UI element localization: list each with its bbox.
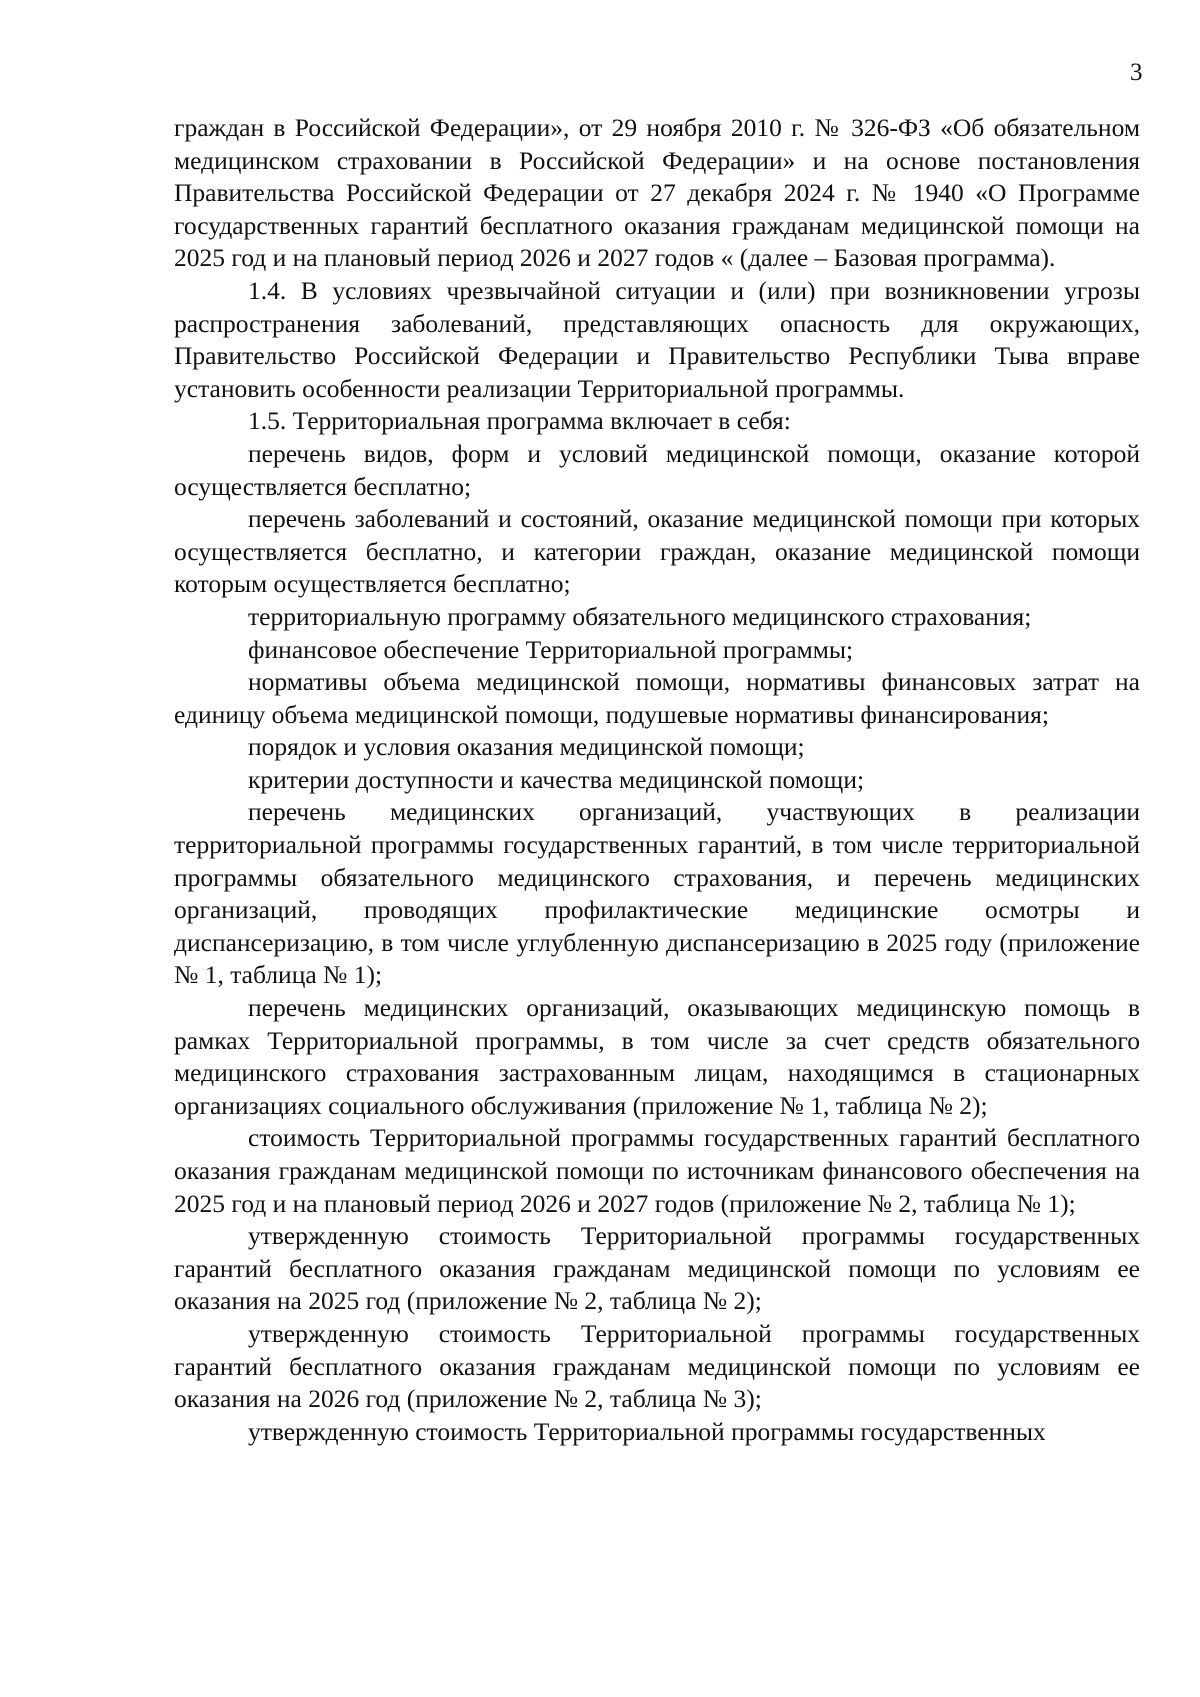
paragraph-1-4: 1.4. В условиях чрезвычайной ситуации и (или) при возникновении угрозы распространения заболеваний, представляющих опасность для окружающих, Правительство Российской Федерации и Правительство Республики Тыва вправе установить особенности реализации Территориальной программы. (174, 275, 1140, 403)
list-item: перечень медицинских организаций, оказывающих медицинскую помощь в рамках Территориальной программы, в том числе за счет средств обязательного медицинского страхования застрахованным лицам, находящимся в стационарных организациях социального обслуживания (приложение № 1, таблица № 2); (174, 993, 1140, 1120)
list-item: утвержденную стоимость Территориальной программы государственных гарантий бесплатного оказания гражданам медицинской помощи по условиям ее оказания на 2025 год (приложение № 2, таблица № 2); (174, 1221, 1140, 1316)
paragraph-continuation: граждан в Российской Федерации», от 29 ноября 2010 г. № 326-ФЗ «Об обязательном медицинском страховании в Российской Федерации» и на основе постановления Правительства Российской Федерации от 27 декабря 2024 г. № 1940 «О Программе государственных гарантий бесплатного оказания гражданам медицинской помощи на 2025 год и на плановый период 2026 и 2027 годов « (далее – Базовая программа). (174, 113, 1140, 273)
list-item: финансовое обеспечение Территориальной программы; (248, 634, 854, 664)
list-item: порядок и условия оказания медицинской помощи; (248, 732, 805, 762)
list-item: перечень заболеваний и состояний, оказание медицинской помощи при которых осуществляется бесплатно, и категории граждан, оказание медицинской помощи которым осуществляется бесплатно; (174, 504, 1140, 599)
paragraph-1-5: 1.5. Территориальная программа включает в себя: (248, 406, 791, 436)
document-body (174, 112, 1140, 1448)
list-item: стоимость Территориальной программы государственных гарантий бесплатного оказания гражданам медицинской помощи по источникам финансового обеспечения на 2025 год и на плановый период 2026 и 2027 годов (приложение № 2, таблица № 1); (174, 1123, 1140, 1218)
page-number: 3 (1130, 59, 1143, 86)
list-item: перечень видов, форм и условий медицинской помощи, оказание которой осуществляется бесплатно; (174, 438, 1140, 501)
list-item: утвержденную стоимость Территориальной программы государственных гарантий бесплатного оказания гражданам медицинской помощи по условиям ее оказания на 2026 год (приложение № 2, таблица № 3); (174, 1318, 1140, 1414)
list-item: нормативы объема медицинской помощи, нормативы финансовых затрат на единицу объема медицинской помощи, подушевые нормативы финансирования; (174, 667, 1140, 729)
list-item: перечень медицинских организаций, участвующих в реализации территориальной программы государственных гарантий, в том числе территориальной программы обязательного медицинского страхования, и перечень медицинских организаций, проводящих профилактические медицинские осмотры и диспансеризацию, в том числе углубленную диспансеризацию в 2025 году (приложение № 1, таблица № 1); (174, 797, 1140, 990)
list-item: утвержденную стоимость Территориальной программы государственных (248, 1416, 1046, 1446)
list-item: территориальную программу обязательного медицинского страхования; (248, 601, 1032, 631)
list-item: критерии доступности и качества медицинской помощи; (248, 764, 865, 794)
